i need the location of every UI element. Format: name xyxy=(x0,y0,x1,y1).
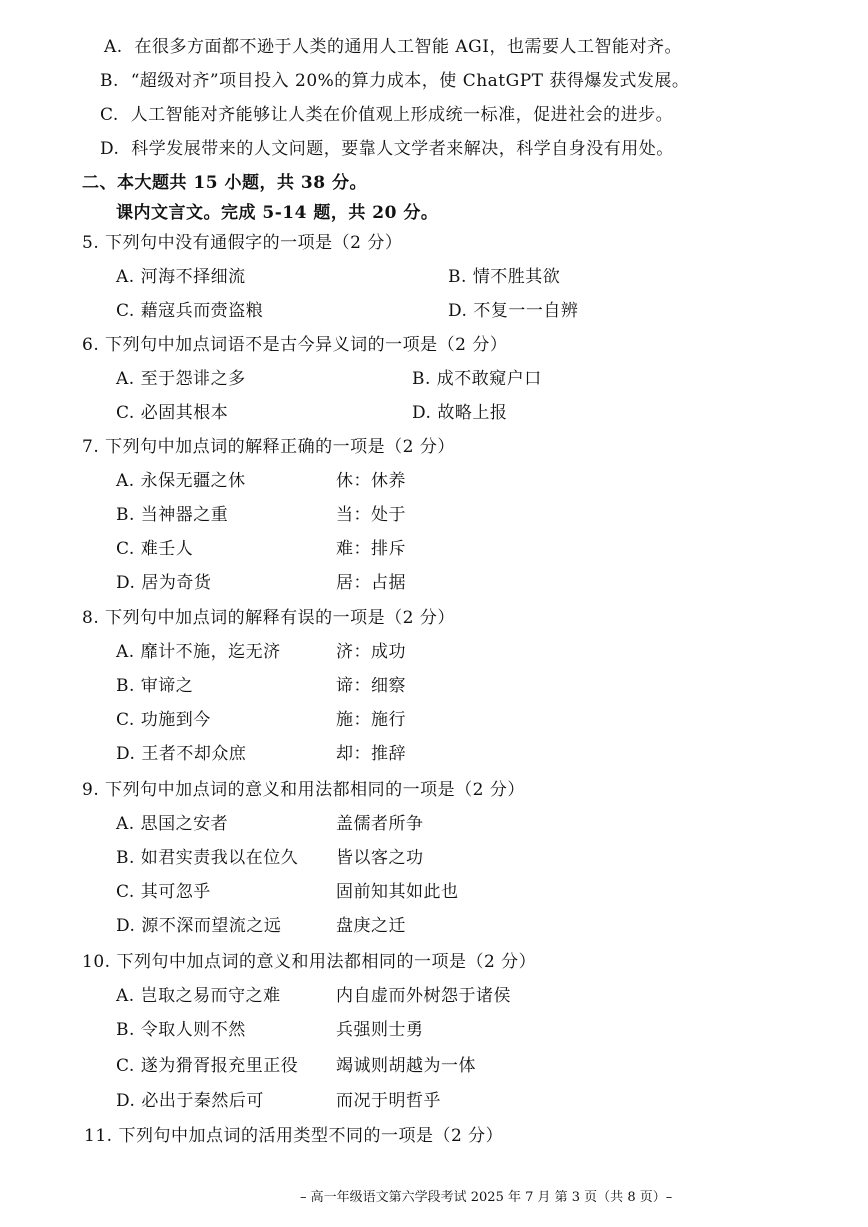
question-9-stem: 9. 下列句中加点词的意义和用法都相同的一项是（2 分） xyxy=(82,780,525,800)
q9-option-b: B. 如君实责我以在位久 xyxy=(116,848,299,868)
q9-option-c: C. 其可忽乎 xyxy=(116,882,211,902)
option-text: 在很多方面都不逊于人类的通用人工智能 AGI，也需要人工智能对齐。 xyxy=(134,37,682,57)
option-text: “超级对齐”项目投入 20%的算力成本，使 ChatGPT 获得爆发式发展。 xyxy=(130,71,690,91)
page-footer: – 高一年级语文第六学段考试 2025 年 7 月 第 3 页（共 8 页）– xyxy=(300,1190,673,1205)
q5-option-b: B. 情不胜其欲 xyxy=(448,267,561,287)
q5-option-a: A. 河海不择细流 xyxy=(116,267,246,287)
option-letter: C. xyxy=(100,105,119,125)
q6-option-c: C. 必固其根本 xyxy=(116,403,229,423)
section-heading: 二、本大题共 15 小题，共 38 分。 xyxy=(82,173,367,193)
q8-option-a-gloss: 济：成功 xyxy=(336,642,406,662)
q10-option-d-pair: 而况于明哲乎 xyxy=(336,1091,441,1111)
q10-option-b-pair: 兵强则士勇 xyxy=(336,1020,424,1040)
q10-option-b: B. 令取人则不然 xyxy=(116,1020,246,1040)
q9-option-a-pair: 盖儒者所争 xyxy=(336,814,424,834)
q9-option-c-pair: 固前知其如此也 xyxy=(336,882,459,902)
q7-option-b-gloss: 当：处于 xyxy=(336,505,406,525)
q8-option-d-gloss: 却：推辞 xyxy=(336,744,406,764)
q8-option-d: D. 王者不却众庶 xyxy=(116,744,247,764)
q6-option-d: D. 故略上报 xyxy=(412,403,508,423)
q6-option-a: A. 至于怨诽之多 xyxy=(116,369,246,389)
q10-option-d: D. 必出于秦然后可 xyxy=(116,1091,264,1111)
option-b-line xyxy=(100,70,689,92)
q10-option-c: C. 遂为猾胥报充里正役 xyxy=(116,1056,299,1076)
question-11-stem: 11. 下列句中加点词的活用类型不同的一项是（2 分） xyxy=(84,1126,504,1146)
question-6-stem: 6. 下列句中加点词语不是古今异义词的一项是（2 分） xyxy=(82,335,508,355)
q10-option-c-pair: 竭诚则胡越为一体 xyxy=(336,1056,476,1076)
q6-option-b: B. 成不敢窥户口 xyxy=(412,369,542,389)
option-letter: A. xyxy=(104,37,123,57)
option-d-line xyxy=(100,138,674,160)
q10-option-a: A. 岂取之易而守之难 xyxy=(116,986,281,1006)
q8-option-c-gloss: 施：施行 xyxy=(336,710,406,730)
q7-option-a: A. 永保无疆之休 xyxy=(116,471,246,491)
q7-option-c-gloss: 难：排斥 xyxy=(336,539,406,559)
option-a-line xyxy=(104,36,682,58)
q8-option-a: A. 靡计不施，迄无济 xyxy=(116,642,281,662)
q7-option-c: C. 难壬人 xyxy=(116,539,194,559)
q5-option-d: D. 不复一一自辨 xyxy=(448,301,579,321)
q9-option-d: D. 源不深而望流之远 xyxy=(116,916,282,936)
q9-option-d-pair: 盘庚之迁 xyxy=(336,916,406,936)
q8-option-b-gloss: 谛：细察 xyxy=(336,676,406,696)
option-text: 人工智能对齐能够让人类在价值观上形成统一标准，促进社会的进步。 xyxy=(130,105,674,125)
option-letter: B. xyxy=(100,71,119,91)
q7-option-a-gloss: 休：休养 xyxy=(336,471,406,491)
question-8-stem: 8. 下列句中加点词的解释有误的一项是（2 分） xyxy=(82,608,455,628)
question-5-stem: 5. 下列句中没有通假字的一项是（2 分） xyxy=(82,233,403,253)
question-7-stem: 7. 下列句中加点词的解释正确的一项是（2 分） xyxy=(82,437,455,457)
option-text: 科学发展带来的人文问题，要靠人文学者来解决，科学自身没有用处。 xyxy=(131,139,674,159)
q7-option-d-gloss: 居：占据 xyxy=(336,573,406,593)
q8-option-c: C. 功施到今 xyxy=(116,710,211,730)
q5-option-c: C. 藉寇兵而赍盗粮 xyxy=(116,301,264,321)
q7-option-d: D. 居为奇货 xyxy=(116,573,212,593)
q9-option-b-pair: 皆以客之功 xyxy=(336,848,424,868)
q7-option-b: B. 当神器之重 xyxy=(116,505,229,525)
option-c-line xyxy=(100,104,673,126)
q9-option-a: A. 思国之安者 xyxy=(116,814,229,834)
question-10-stem: 10. 下列句中加点词的意义和用法都相同的一项是（2 分） xyxy=(82,952,537,972)
section-subheading: 课内文言文。完成 5-14 题，共 20 分。 xyxy=(116,203,439,223)
option-letter: D. xyxy=(100,139,120,159)
q10-option-a-pair: 内自虚而外树怨于诸侯 xyxy=(336,986,511,1006)
q8-option-b: B. 审谛之 xyxy=(116,676,194,696)
